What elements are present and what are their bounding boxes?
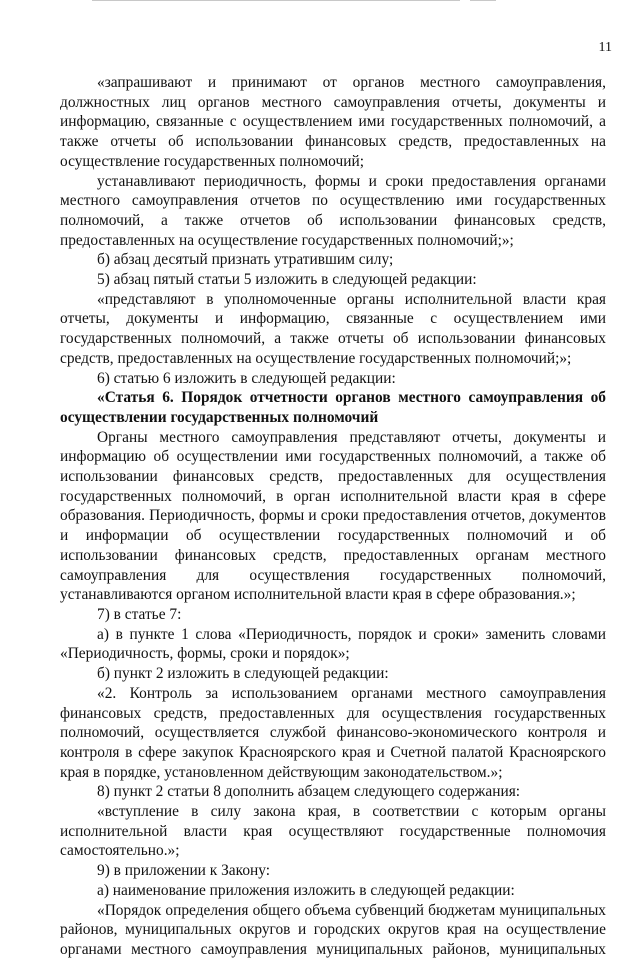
paragraph: устанавливают периодичность, формы и сроки предоставления органами местного самоуправления отчетов по осуществлению ими государственных полномочий, а также отчетов об использовании финансовых средств, предоставленных на осуществление государственных полномочий;»; bbox=[60, 172, 606, 249]
paragraph: а) наименование приложения изложить в следующей редакции: bbox=[97, 881, 515, 899]
paragraph: 7) в статье 7: bbox=[97, 605, 182, 623]
paragraph: а) в пункте 1 слова «Периодичность, порядок и сроки» заменить словами «Периодичность, формы, сроки и порядок»; bbox=[60, 625, 606, 663]
paragraph: б) пункт 2 изложить в следующей редакции: bbox=[97, 665, 389, 683]
paragraph: Органы местного самоуправления представляют отчеты, документы и информацию об осуществлении ими государственных полномочий, а также об использовании финансовых средств, предоставленных для осуществления государственных полномочий, в орган исполнительной власти края в сфере образования. Периодичность, формы и сроки предоставления отчетов, документов и информации об осуществлении государственных полномочий и об использовании финансовых средств, предоставленных органам местного самоуправления для осуществления государственных полномочий, устанавливаются органом исполнительной власти края в сфере образования.»; bbox=[60, 428, 606, 604]
paragraph: 5) абзац пятый статьи 5 изложить в следующей редакции: bbox=[97, 271, 477, 289]
article-heading: «Статья 6. Порядок отчетности органов местного самоуправления об осуществлении государственных полномочий bbox=[60, 389, 606, 426]
document-body bbox=[60, 73, 606, 960]
page-number: 11 bbox=[598, 40, 612, 55]
paragraph: 6) статью 6 изложить в следующей редакции: bbox=[97, 369, 396, 387]
top-edge-rule-short bbox=[470, 0, 496, 1]
paragraph: «представляют в уполномоченные органы исполнительной власти края отчеты, документы и информацию, связанные с осуществлением ими государственных полномочий, а также отчеты об использовании финансовых средств, предоставленных на осуществление государственных полномочий;»; bbox=[60, 290, 606, 367]
paragraph: б) абзац десятый признать утратившим силу; bbox=[97, 251, 394, 269]
paragraph: «Порядок определения общего объема субвенций бюджетам муниципальных районов, муниципальных округов и городских округов края на осуществление органами местного самоуправления муниципальных районов, муниципальных bbox=[60, 901, 606, 958]
top-edge-rule bbox=[92, 0, 460, 1]
paragraph: «запрашивают и принимают от органов местного самоуправления, должностных лиц органов местного самоуправления отчеты, документы и информацию, связанные с осуществлением ими государственных полномочий, а также отчеты об использовании финансовых средств, предоставленных на осуществление государственных полномочий; bbox=[60, 74, 606, 170]
paragraph: «вступление в силу закона края, в соответствии с которым органы исполнительной власти края осуществляют государственные полномочия самостоятельно.»; bbox=[60, 803, 606, 860]
paragraph: «2. Контроль за использованием органами местного самоуправления финансовых средств, предоставленных для осуществления государственных полномочий, осуществляется службой финансово-экономического контроля и контроля в сфере закупок Красноярского края и Счетной палатой Красноярского края в порядке, установленном действующим законодательством.»; bbox=[60, 684, 606, 781]
paragraph: 8) пункт 2 статьи 8 дополнить абзацем следующего содержания: bbox=[97, 783, 521, 801]
paragraph: 9) в приложении к Закону: bbox=[97, 862, 271, 880]
